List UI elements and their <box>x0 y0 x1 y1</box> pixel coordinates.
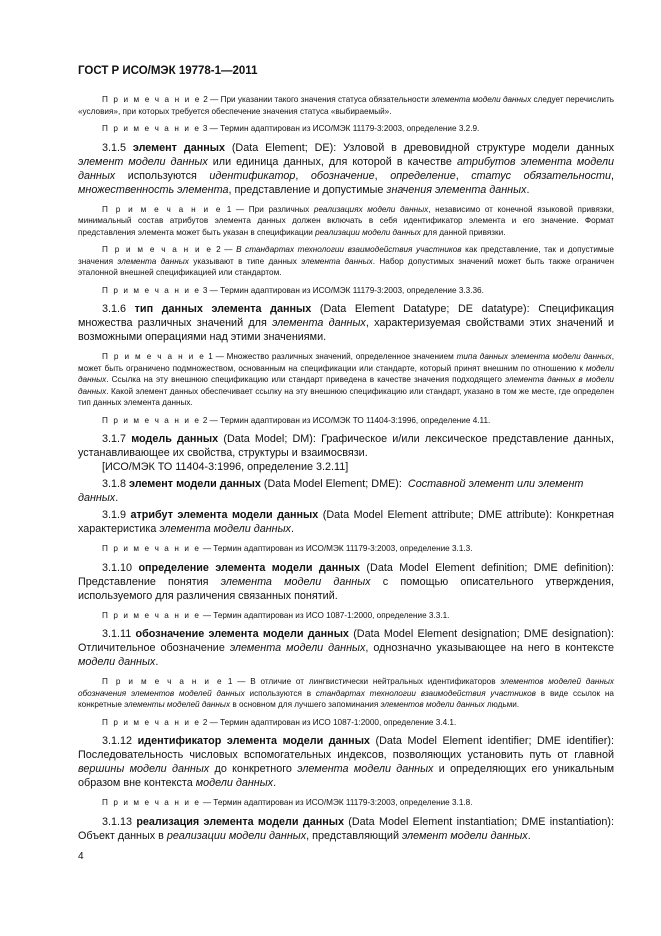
note: П р и м е ч а н и е — Термин адаптирован из ИСО 1087-1:2000, определение 3.3.1. <box>102 610 450 620</box>
note: П р и м е ч а н и е 2 — Термин адаптирован из ИСО 1087-1:2000, определение 3.4.1. <box>102 717 457 727</box>
page-number: 4 <box>78 851 84 862</box>
term-3-1-5: 3.1.5 элемент данных (Data Element; DE): Узловой в древовидной структуре модели данных элемент модели данных или единица данных, для которой в качестве атрибутов элемента модели данных используются идентификатор, обозначение, определение, статус обязательности, множественность элемента, представление и допустимые значения элемента данных. <box>78 141 614 196</box>
note: П р и м е ч а н и е — Термин адаптирован из ИСО/МЭК 11179-3:2003, определение 3.1.8. <box>102 798 473 807</box>
term-3-1-9: 3.1.9 атрибут элемента модели данных (Data Model Element attribute; DME attribute): Конкретная характеристика элемента модели данных. <box>78 509 615 535</box>
term-3-1-8: 3.1.8 элемент модели данных (Data Model Element; DME): Составной элемент или элемент данных. <box>78 478 584 504</box>
document-header: ГОСТ Р ИСО/МЭК 19778-1—2011 <box>78 65 258 77</box>
note: П р и м е ч а н и е 1 — Множество различных значений, определенное значением типа данных элемента модели данных, может быть ограничено подмножеством, основанным на спецификации или стандарте, который принят внешним по отношению к модели данных. Ссылка на эту внешнюю спецификацию или стандарт приведена в качестве значения подходящего элемента данных в модели данных. Какой элемент данных обеспечивает ссылку на эту внешнюю спецификацию или стандарт, указано в том же месте, где определен тип данных элемента данных. <box>78 352 614 407</box>
term-3-1-7: 3.1.7 модель данных (Data Model; DM): Графическое и/или лексическое представление данных, устанавливающее их свойства, структуры и взаимосвязи. <box>78 433 615 459</box>
note: П р и м е ч а н и е 2 — При указании такого значения статуса обязательности элемента модели данных следует перечислить «условия», при которых требуется обеспечение значения статуса «выбираемый». <box>78 95 614 116</box>
note: П р и м е ч а н и е — Термин адаптирован из ИСО/МЭК 11179-3:2003, определение 3.1.3. <box>102 544 473 553</box>
note: П р и м е ч а н и е 1 — При различных реализациях модели данных, независимо от конечной языковой привязки, минимальный состав атрибутов элемента данных должен включать в себя идентификатор элемента и его значение. Формат представления элемента может быть указан в спецификации реализации модели данных для данной привязки. <box>78 204 614 237</box>
term-3-1-13: 3.1.13 реализация элемента модели данных (Data Model Element instantiation; DME instantiation): Объект данных в реализации модели данных, представляющий элемент модели данных. <box>78 815 615 842</box>
note: П р и м е ч а н и е 3 — Термин адаптирован из ИСО/МЭК 11179-3:2003, определение 3.2.9. <box>102 124 480 133</box>
page-body <box>78 94 614 850</box>
term-3-1-11: 3.1.11 обозначение элемента модели данных (Data Model Element designation; DME designation): Отличительное обозначение элемента модели данных, однозначно указывающее на него в контексте модели данных. <box>78 628 614 668</box>
note: П р и м е ч а н и е 2 — Термин адаптирован из ИСО/МЭК ТО 11404-3:1996, определение 4.11. <box>102 415 491 425</box>
term-3-1-10: 3.1.10 определение элемента модели данных (Data Model Element definition; DME definition): Представление понятия элемента модели данных с помощью описательного утверждения, используемого для различения связанных понятий. <box>78 561 614 602</box>
note: П р и м е ч а н и е 3 — Термин адаптирован из ИСО/МЭК 11179-3:2003, определение 3.3.36. <box>102 285 484 295</box>
term-3-1-6: 3.1.6 тип данных элемента данных (Data Element Datatype; DE datatype): Спецификация множества различных значений для элемента данных, характеризуемая свойствами этих значений и возможными операциями над этими значениями. <box>78 303 615 343</box>
term-3-1-12: 3.1.12 идентификатор элемента модели данных (Data Model Element identifier; DME identifier): Последовательность числовых вспомогательных индексов, позволяющих установить путь от главной вершины модели данных до конкретного элемента модели данных и определяющих его уникальным образом вне контекста модели данных. <box>78 735 615 789</box>
term-3-1-7-source: [ИСО/МЭК ТО 11404-3:1996, определение 3.2.11] <box>102 461 349 473</box>
note: П р и м е ч а н и е 1 — В отличие от лингвистически нейтральных идентификаторов элементов моделей данных обозначения элементов моделей данных используются в стандартах технологии взаимодействия участников в виде ссылок на конкретные элементы моделей данных в основном для лучшего запоминания элементов модели данных людьми. <box>78 677 614 709</box>
note: П р и м е ч а н и е 2 — В стандартах технологии взаимодействия участников как представление, так и допустимые значения элемента данных указывают в типе данных элемента данных. Набор допустимых значений может быть также ограничен эталонной внешней спецификацией или стандартом. <box>78 245 614 277</box>
